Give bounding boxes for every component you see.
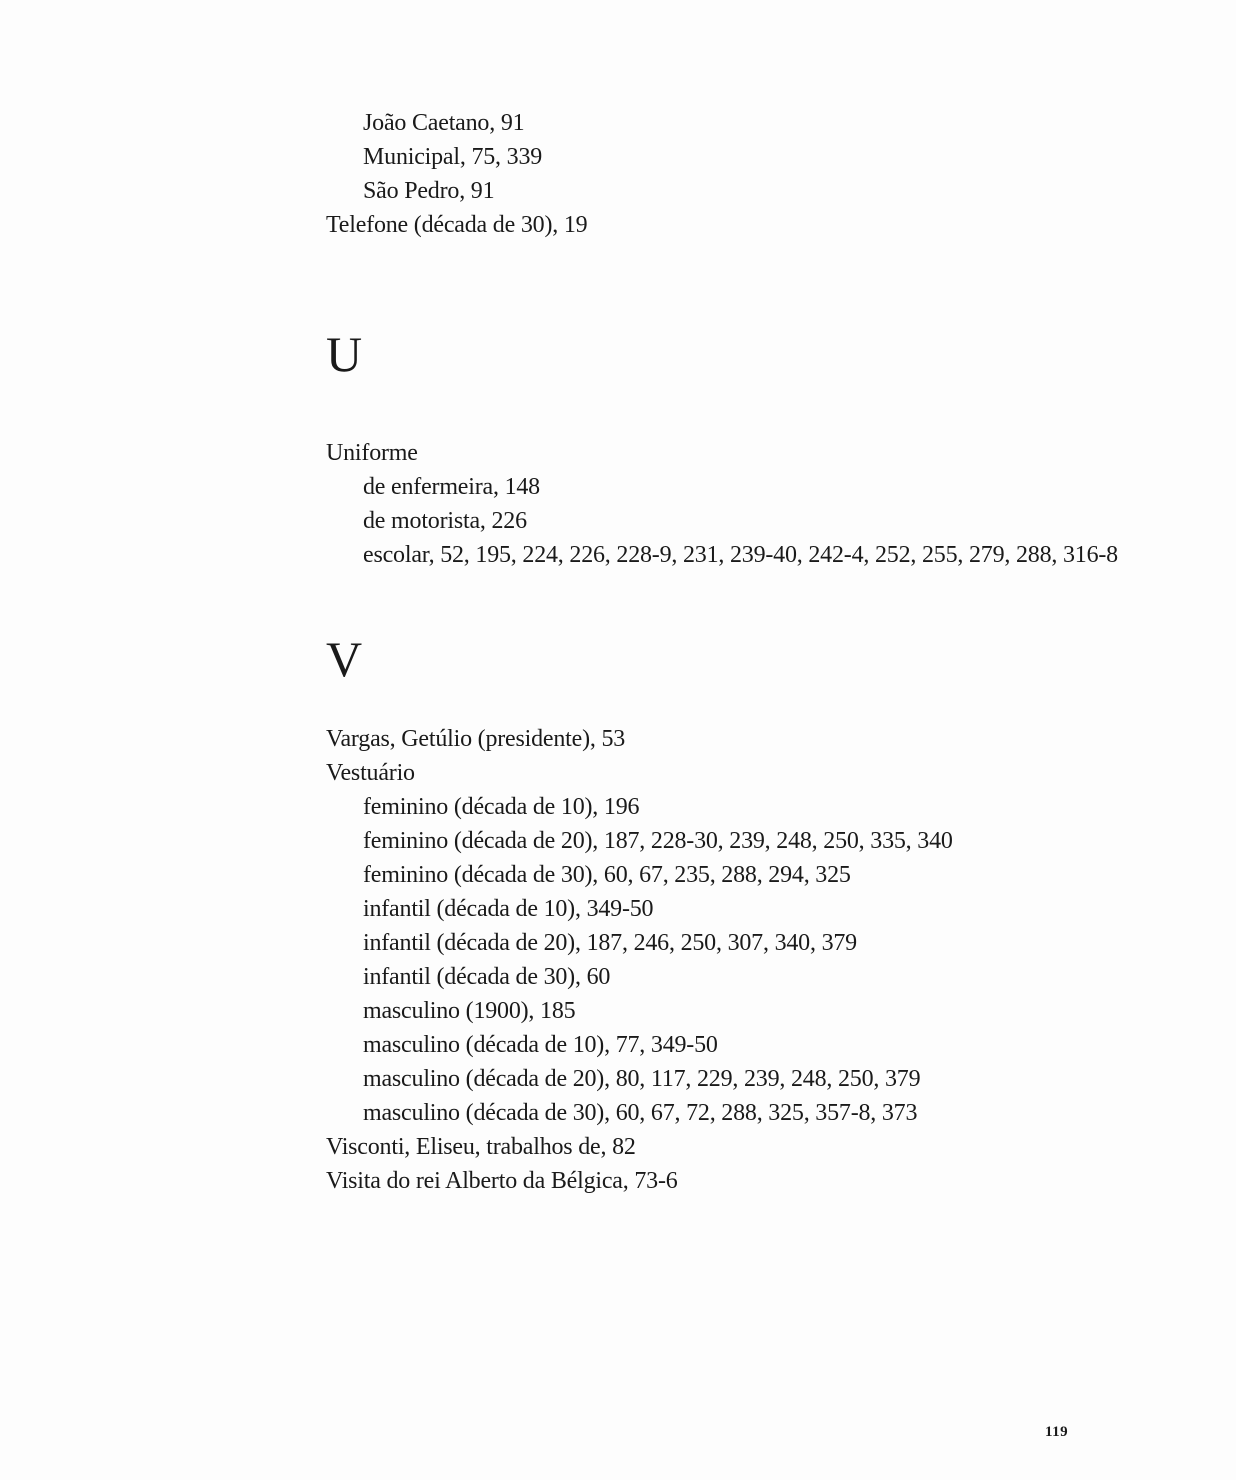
index-subentry: feminino (década de 20), 187, 228-30, 239, 248, 250, 335, 340 [363, 828, 953, 854]
index-subentry: João Caetano, 91 [363, 110, 525, 136]
index-subentry: de enfermeira, 148 [363, 474, 540, 500]
index-entry: Vestuário [326, 760, 415, 786]
index-entry: Visita do rei Alberto da Bélgica, 73-6 [326, 1168, 678, 1194]
page-number: 119 [1045, 1424, 1069, 1440]
index-subentry: masculino (década de 30), 60, 67, 72, 288, 325, 357-8, 373 [363, 1100, 918, 1126]
index-subentry: infantil (década de 20), 187, 246, 250, 307, 340, 379 [363, 930, 857, 956]
index-entry: Uniforme [326, 440, 418, 466]
section-letter-v: V [326, 631, 363, 687]
index-subentry: feminino (década de 10), 196 [363, 794, 640, 820]
index-subentry: Municipal, 75, 339 [363, 144, 543, 170]
index-subentry: feminino (década de 30), 60, 67, 235, 288, 294, 325 [363, 862, 851, 888]
index-subentry: masculino (década de 10), 77, 349-50 [363, 1032, 718, 1058]
index-subentry: de motorista, 226 [363, 508, 527, 534]
index-subentry: São Pedro, 91 [363, 178, 495, 204]
index-subentry: masculino (1900), 185 [363, 998, 576, 1024]
index-subentry: infantil (década de 10), 349-50 [363, 896, 654, 922]
index-entry: Vargas, Getúlio (presidente), 53 [326, 726, 626, 752]
index-subentry: infantil (década de 30), 60 [363, 964, 611, 990]
index-subentry: escolar, 52, 195, 224, 226, 228-9, 231, 239-40, 242-4, 252, 255, 279, 288, 316-8 [363, 542, 1118, 568]
index-entry: Visconti, Eliseu, trabalhos de, 82 [326, 1134, 636, 1160]
section-letter-u: U [326, 326, 363, 382]
index-subentry: masculino (década de 20), 80, 117, 229, 239, 248, 250, 379 [363, 1066, 921, 1092]
index-entry: Telefone (década de 30), 19 [326, 212, 588, 238]
